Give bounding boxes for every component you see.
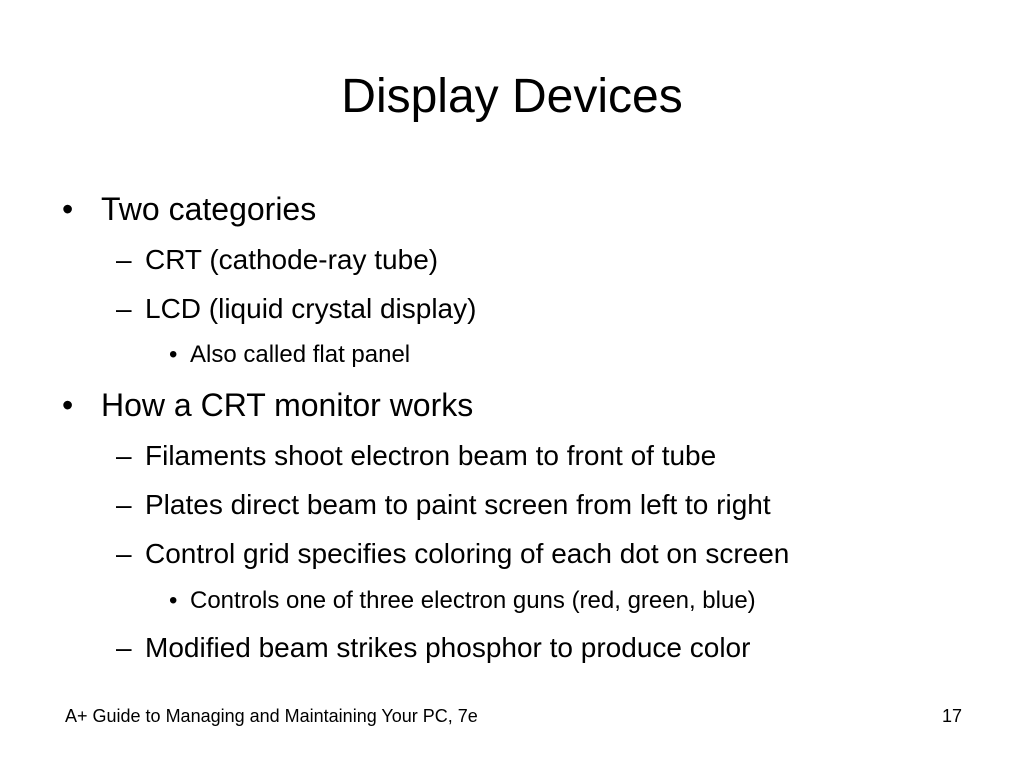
page-number: 17 — [941, 706, 962, 726]
sub-bullet-text: CRT (cathode-ray tube) — [145, 244, 439, 275]
sub-bullet-text: Plates direct beam to paint screen from left to right — [145, 489, 771, 520]
sub-bullet-text: LCD (liquid crystal display) — [145, 293, 477, 324]
sub-bullet-text: Control grid specifies coloring of each dot on screen — [145, 538, 790, 569]
sub-bullet-marker: – — [116, 632, 132, 663]
bullet-text: How a CRT monitor works — [101, 387, 474, 423]
sub-bullet-text: Filaments shoot electron beam to front of tube — [145, 440, 717, 471]
sub-sub-bullet-marker: • — [169, 341, 178, 368]
sub-bullet-marker: – — [116, 489, 132, 520]
bullet-marker: • — [62, 191, 74, 227]
sub-sub-bullet-text: Also called flat panel — [190, 341, 411, 368]
footer-book-title: A+ Guide to Managing and Maintaining Your PC, 7e — [65, 706, 478, 726]
sub-bullet-text: Modified beam strikes phosphor to produce color — [145, 632, 751, 663]
bullet-marker: • — [62, 387, 74, 423]
sub-bullet-marker: – — [116, 244, 132, 275]
sub-sub-bullet-text: Controls one of three electron guns (red, green, blue) — [190, 587, 756, 614]
bullet-text: Two categories — [101, 191, 317, 227]
sub-sub-bullet-marker: • — [169, 587, 178, 614]
sub-bullet-marker: – — [116, 293, 132, 324]
sub-bullet-marker: – — [116, 538, 132, 569]
slide-title: Display Devices — [341, 70, 683, 123]
sub-bullet-marker: – — [116, 440, 132, 471]
